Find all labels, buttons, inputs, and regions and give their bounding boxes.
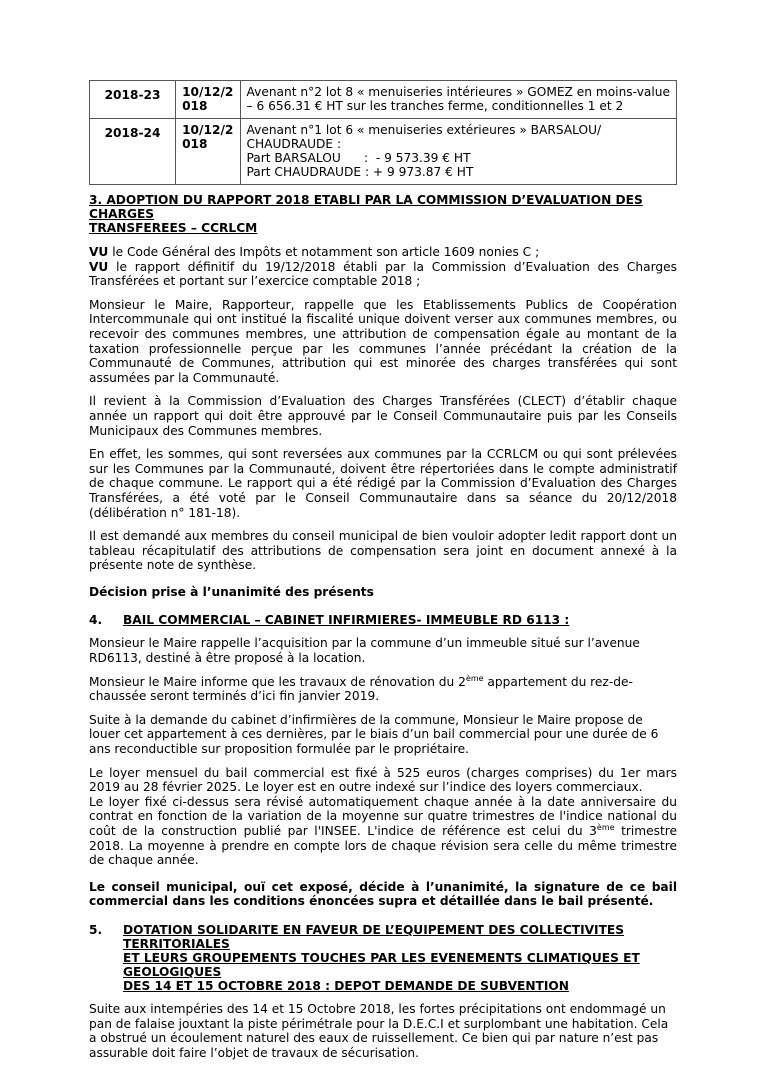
decision-number: 2018-23: [90, 81, 176, 119]
section5-heading: [89, 923, 677, 993]
decision-statement: Décision prise à l’unanimité des présents: [89, 584, 374, 599]
paragraph: Il revient à la Commission d’Evaluation des Charges Transférées (CLECT) d’établir chaque année un rapport qui doit être approuvé par le Conseil Communautaire puis par les Conseils Municipaux des Communes membres.: [89, 394, 677, 438]
table-row: [90, 81, 677, 119]
superscript: ème: [596, 822, 615, 832]
section-number: 5.: [89, 922, 103, 937]
paragraph: Il est demandé aux membres du conseil municipal de bien vouloir adopter ledit rapport dont un tableau récapitulatif des attributions de compensation sera joint en document annexé à la présente note de synthèse.: [89, 529, 677, 573]
vu-label: VU: [89, 245, 109, 259]
decision-date: 10/12/2018: [176, 81, 240, 119]
vu-text: le Code Général des Impôts et notamment son article 1609 nonies C ;: [108, 245, 540, 259]
document-page: [89, 80, 677, 1069]
paragraph: Suite à la demande du cabinet d’infirmières de la commune, Monsieur le Maire propose de louer cet appartement à ces dernières, par le biais d’un bail commercial pour une durée de 6 ans reconductible sur proposition formulée par le propriétaire.: [89, 712, 659, 757]
section5-title: [123, 923, 677, 993]
vu-paragraph: [89, 245, 677, 260]
section3-title: [89, 193, 677, 235]
paragraph: [89, 675, 677, 704]
paragraph: Monsieur le Maire rappelle l’acquisition par la commune d’un immeuble situé sur l’avenue RD6113, destiné à être proposé à la location.: [89, 636, 640, 666]
decision-object: [240, 119, 677, 185]
paragraph: En effet, les sommes, qui sont reversées aux communes par la CCRLCM ou qui sont prélevées sur les Communes par la Communauté, doivent être répertoriées dans le compte administratif de chaque commune. Le rapport qui a été rédigé par la Commission d’Evaluation des Charges Transférées, a été voté par le Conseil Communautaire dans sa séance du 20/12/2018 (délibération n° 181-18).: [89, 447, 677, 520]
decision-line: Part CHAUDRAUDE : + 9 973.87 € HT: [246, 165, 474, 179]
decision-number: 2018-24: [90, 119, 176, 185]
decision-date: 10/12/2018: [176, 119, 240, 185]
decision-statement: Le conseil municipal, ouï cet exposé, décide à l’unanimité, la signature de ce bail commercial dans les conditions énoncées supra et détaillée dans le bail présenté.: [89, 879, 677, 909]
section3-title-line: 3. ADOPTION DU RAPPORT 2018 ETABLI PAR LA COMMISSION D’EVALUATION DES CHARGES: [89, 193, 643, 221]
section5-title-line: ET LEURS GROUPEMENTS TOUCHES PAR LES EVENEMENTS CLIMATIQUES ET GEOLOGIQUES: [123, 950, 640, 979]
text-run: appartement du rez-de-chaussée seront terminés d’ici fin janvier 2019.: [89, 674, 633, 704]
vu-text: le rapport définitif du 19/12/2018 établi par la Commission d’Evaluation des Charges Transférées et portant sur l’exercice comptable 2018 ;: [89, 259, 677, 289]
paragraph: Monsieur le Maire, Rapporteur, rappelle que les Etablissements Publics de Coopération Intercommunale qui ont institué la fiscalité unique doivent verser aux communes membres, ou recevoir des communes membres, une attribution de compensation égale au montant de la taxation professionnelle perçue par les communes l’année précédant la création de la Communauté de Communes, attribution qui est minorée des charges transférées qui sont assumées par la Communauté.: [89, 297, 677, 385]
paragraph: [89, 795, 677, 868]
decision-line: – 6 656.31 € HT sur les tranches ferme, conditionnelles 1 et 2: [246, 99, 624, 113]
decision-line: Avenant n°1 lot 6 « menuiseries extérieures » BARSALOU/: [246, 123, 602, 137]
text-run: trimestre 2018. La moyenne à prendre en compte lors de chaque révision sera celle du même trimestre de chaque année.: [89, 824, 677, 868]
paragraph: Suite aux intempéries des 14 et 15 Octobre 2018, les fortes précipitations ont endommagé un pan de falaise jouxtant la piste périmétrale pour la D.E.C.I et surplombant une habitation. Cela a obstrué un écoulement naturel des eaux de ruissellement. Ce bien qui par nature n’est pas assurable doit faire l’objet de travaux de sécurisation.: [89, 1001, 669, 1060]
superscript: ème: [465, 673, 484, 683]
paragraph: Le loyer mensuel du bail commercial est fixé à 525 euros (charges comprises) du 1er mars 2019 au 28 février 2025. Le loyer est en outre indexé sur l’indice des loyers commerciaux.: [89, 765, 677, 795]
decision-line: Avenant n°2 lot 8 « menuiseries intérieures » GOMEZ en moins-value: [246, 85, 670, 99]
vu-paragraph: [89, 260, 677, 289]
section4-title: BAIL COMMERCIAL – CABINET INFIRMIERES- IMMEUBLE RD 6113 :: [123, 613, 570, 628]
section5-title-line: DOTATION SOLIDARITE EN FAVEUR DE L’EQUIPEMENT DES COLLECTIVITES TERRITORIALES: [123, 922, 625, 951]
section4-heading: [89, 613, 677, 627]
decision-object: [240, 81, 677, 119]
decision-line: CHAUDRAUDE :: [246, 137, 342, 151]
table-row: [90, 119, 677, 185]
decision-line: Part BARSALOU : - 9 573.39 € HT: [246, 151, 471, 165]
text-run: Monsieur le Maire informe que les travaux de rénovation du 2: [89, 674, 466, 689]
section-number: 4.: [89, 613, 103, 628]
text-run: Le loyer fixé ci-dessus sera révisé automatiquement chaque année à la date anniversaire du contrat en fonction de la variation de la moyenne sur quatre trimestres de l'indice national du coût de la construction publié par l'INSEE. L'indice de référence est celui du 3: [89, 794, 677, 838]
section3-title-line: TRANSFEREES – CCRLCM: [89, 221, 258, 235]
decisions-table: [89, 80, 677, 185]
vu-label: VU: [89, 259, 109, 274]
section5-title-line: DES 14 ET 15 OCTOBRE 2018 : DEPOT DEMANDE DE SUBVENTION: [123, 978, 569, 993]
